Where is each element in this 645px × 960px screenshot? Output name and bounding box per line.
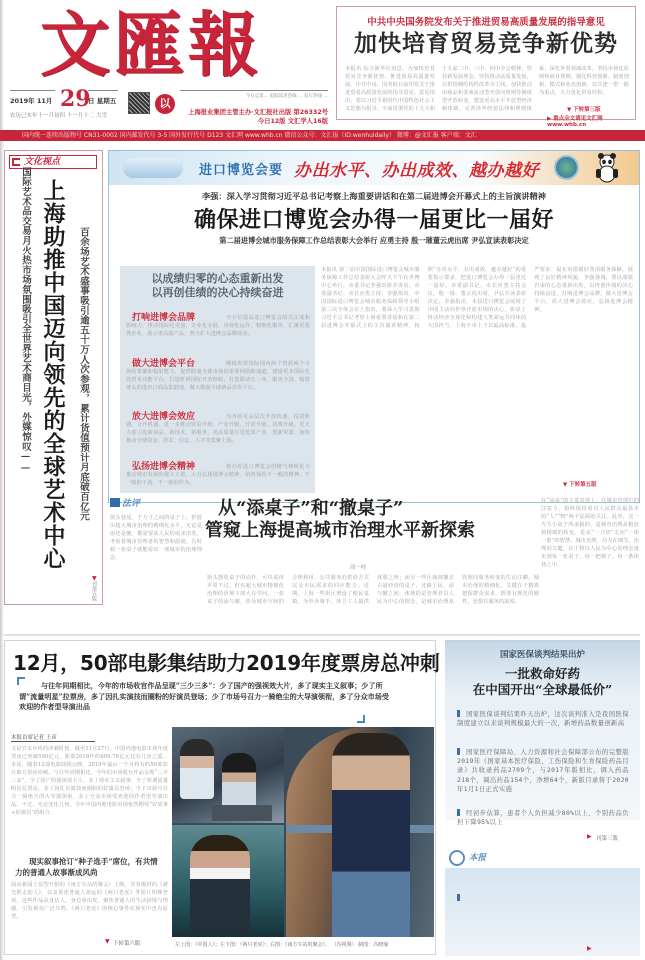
film-lead: 与往年同期相比，今年的市场收官作品呈现“三少三多”：少了国产的强视效大片，多了现实主义叙事；少了所谓“流量明星”拉票房，多了因扎实演技而圈粉的好演员登场；少了市场号召力一骑绝尘的大导演领衔，多了分众市场受欢迎的作者型导演出品 xyxy=(19,681,389,711)
divider xyxy=(88,90,118,91)
actor-figure xyxy=(180,739,214,799)
panel-item-body: 全方位提高进口博览会的关注度和影响力，推动国际化更强、专业化办展、市场化运作、精细化服务，汇聚更优秀企业，展示更高端产品，努力扩大进博会品牌效应。 xyxy=(126,315,310,337)
expo-banner-label: 进口博览会要 xyxy=(199,163,284,178)
new-area-banner xyxy=(445,848,640,868)
bullet-icon xyxy=(457,809,460,816)
culture-subhead: 国际艺术品交易月火热市场氛围吸引全世界艺术商目光，外媒惊叹—— xyxy=(20,167,31,474)
qr-code-icon[interactable] xyxy=(128,92,150,114)
expo-subhead: 第二届进博会城市服务保障工作总结表彰大会举行 应勇主持 殷一璀董云虎出席 尹弘宣读表彰决定 xyxy=(219,236,529,245)
issue-date: 2019年 11月 xyxy=(10,97,53,105)
panel-headline-line: 以再创佳绩的决心持续奋进 xyxy=(151,286,284,299)
medicine-paragraph-text: 经初步估算，患者个人负担减少80%以上，个别药品负担下降95%以上 xyxy=(457,810,629,827)
arrow-right-icon: ▶ xyxy=(587,833,592,840)
jump-link[interactable]: ▼ 下转第五版 xyxy=(563,482,597,488)
publication-info-bar: 国内统一连续出版物号 CN31-0002 国内邮发代号 3-5 国外发行代号 D123 文汇网 www.whb.cn 微信公众号：文汇报（ID:wenhuidaily） 微博：@文汇报 客户端：文汇 xyxy=(0,130,645,141)
film-stills-photo[interactable] xyxy=(172,727,434,937)
photo-caption: 左上图：《中国人》；左下图：《两只老虎》；右图：《南方车站的聚会》。 （均视频） 制图：冯晓瑜 xyxy=(175,942,389,948)
divider xyxy=(10,90,55,91)
jump-link[interactable]: 刊第五版 xyxy=(91,581,97,601)
top-story[interactable] xyxy=(336,6,636,128)
culture-subhead: 百余场艺术盛事吸引逾五十万人次参观，累计货值预计月底破百亿元 xyxy=(78,227,89,521)
commentary-body: 街头摆放桌子的动作，可以说再平常不过，但在超大城市精细化治理的语境下却大有学问。一张桌子的添与撤，涉及城市空间的合理利用、公共服务的供给方式以及市民需求的回应能力。近期，上海一些街区增设了便民桌椅，为外卖骑手、环卫工人提供休憩之所；而另一些区域则撤去占道经营的桌子，还路于民。添与撤之间，体现的是管理者以人民为中心的理念，是城市治理从管理向服务转变的生动注脚。城市治理的精细化，关键在于精准把握群众需求，既要有规范的刚性，也要有服务的温度。 xyxy=(207,575,539,605)
expo-headline[interactable]: 确保进口博览会办得一届更比一届好 xyxy=(193,208,554,233)
expo-slogan: 办出水平、办出成效、越办越好 xyxy=(294,161,539,181)
divider xyxy=(11,741,95,742)
column-tag-icon xyxy=(12,158,20,166)
medicine-headline[interactable]: 一批救命好药 xyxy=(504,666,580,681)
emblem-icon: 以 xyxy=(155,94,175,114)
new-area-story xyxy=(445,868,640,956)
medicine-paragraph xyxy=(457,710,629,728)
expo-article-body: 本报讯 第二届中国国际进口博览会城市服务保障工作总结表彰大会昨天下午在世博中心举行。市委书记李强出席并讲话，市委副书记、市长应勇主持。李强指出，中国国际进口博览会城市服务保障领导小组第三次全体会议上指出，要深入学习贯彻习近平总书记考察上海重要讲话和在第二届进博会开幕式上的主旨演讲精神，按照“办出水平、办出成效、越办越好”的重要指示要求，把进口博览会办得一届更比一届好。市委副书记、市长应勇主持会议，殷一璀、董云虎出席，尹弘宣读表彰决定。李强指出，本届进口博览会展现了中国主动向世界开放市场的决心，彰显了推动经济全球化和构建人类命运共同体的大国担当。上海全市上下以最高标准、最严要求、最实举措做好各项服务保障，展现了良好精神风貌。李强强调，要以成绩归零的心态重新出发，以再创佳绩的决心持续奋进，打响进博会品牌，做大进博会平台，放大进博会效应，弘扬进博会精神。 xyxy=(321,267,633,329)
issue-day: 29 xyxy=(60,86,91,112)
panel-item-title: 弘扬进博会精神 xyxy=(132,462,196,472)
bullet-icon xyxy=(457,748,460,755)
bullet-icon xyxy=(457,894,460,901)
commentary-author: 周一呼 xyxy=(350,565,367,571)
panel-item-title: 做大进博会平台 xyxy=(132,359,196,369)
jump-link[interactable]: 下转第六版 xyxy=(113,941,141,947)
top-story-kicker: 中共中央国务院发布关于推进贸易高质量发展的指导意见 xyxy=(367,17,605,28)
film-body: 面向新闻上原型开拍的《南方车站的聚会》上映，青春题材的《被光抓走的人》，以及讲述普通人命运的《两只老虎》等影片相继登场，这些作品从身边人、身边事出发，聚焦普通人的生活困境与情感，引发观众广泛共鸣。《两只老虎》的核心事件在现实中也有原型。 xyxy=(11,882,168,920)
byline: 本报首席记者 王彦 xyxy=(11,735,57,741)
medicine-paragraph-text: 国家医疗保障局、人力资源和社会保障部公布的完整版2019年《国家基本医疗保险、工伤保险和生育保险药品目录》共收录药品2709个，与2017年版相比，调入药品218个，调出药品154个，净增64个，新版目录将于2020年1月1日正式实施 xyxy=(457,749,629,793)
film-body: 又是岁末年终的冲刺时刻。截至11月27日，中国内地电影市场年度票房已突破590亿元，距离2018年的609.76亿元仅有几步之遥。本周，随着12部电影陆续公映，2019年最后一个月将有约50部影片助力票房冲刺。与往年同期相比，今年的市场收官作品呈现“三少三多”，少了国产的强视效大片，多了现实主义叙事；少了所谓流量明星拉票房，多了因扎实演技而圈粉的好演员登场；少了市场号召力一骑绝尘的大导演领衔，多了分众市场受欢迎的作者型导演出品。不过，无论变化几何，今年中国内地电影市场依然期待“好故事+好演员”的组合。 xyxy=(11,746,168,816)
medicine-paragraph-text: 国家医保谈判结果昨天出炉，这次谈判准入是我国医保制度建立以来谈判规模最大的一次，新增药品数量创新高 xyxy=(457,711,629,728)
photo-still-top-left xyxy=(172,727,284,823)
medicine-headline[interactable]: 在中国开出“全球最低价” xyxy=(472,682,613,697)
actor-figure xyxy=(190,835,250,935)
panel-item-title: 打响进博会品牌 xyxy=(132,313,196,323)
top-story-body: 本报讯 综合新华社消息，为加快培育贸易竞争新优势，推进贸易高质量发展，中共中央、国务院日前印发关于推进贸易高质量发展的指导意见。意见指出，要以习近平新时代中国特色社会主义思想为指导，全面贯彻党的十九大和十九届二中、三中、四中全会精神，坚持新发展理念，坚持推动高质量发展，以供给侧结构性改革为主线，加快推动由商品和要素流动型开放向规则等制度型开放转变，建设更高水平开放型经济新体制，完善涉外经贸法律和规则体系，深化外贸领域改革，坚持市场化原则和商业规则，强化科技创新、制度创新、模式和业态创新，以共建一带一路为重点，大力优化贸易结构。 xyxy=(345,66,629,112)
laptop-shape xyxy=(212,805,272,821)
expo-banner xyxy=(109,151,639,185)
web-link[interactable]: ▶ 重点全文请见文汇网 www.whb.cn xyxy=(547,116,603,128)
panel-headline-line: 以成绩归零的心态重新出发 xyxy=(151,272,284,285)
film-headline[interactable]: 12月，50部电影集结助力2019年度票房总冲刺 xyxy=(13,651,440,675)
expo-building-icon xyxy=(123,158,183,178)
new-area-tag: 本报 xyxy=(469,853,487,863)
commentary-tag xyxy=(110,496,150,510)
photo-still-bottom-left xyxy=(172,825,284,937)
panel-item-title: 放大进博会效应 xyxy=(132,412,196,422)
page-count: 今日12版 文汇学人16版 xyxy=(257,118,328,125)
ciie-logo-icon xyxy=(554,155,579,180)
photo-still-right xyxy=(286,727,434,937)
commentary-continued: 在“添桌”的主要表现上，在城市管理中的注意力，始终保持着对人民群众最基本的“人”“物”两个层面的关注。此外，这一方方小桌子所承载的，是城市治理从粗放到精细的转变，是从“一刀切”走向“一街一策”的智慧。城市治理，功夫在细节。治理的关键，在于将以人民为中心的理念落实到每一张桌子、每一把椅子、每一条街巷之中。 xyxy=(541,498,639,568)
bullet-icon xyxy=(457,710,460,717)
medicine-paragraph xyxy=(457,748,629,794)
panel-item-body: 为各国更高层次开放机遇、投资机遇、合作机遇，进一步推动贸易升级、产业升级、开放升级、消费升级，更大力度引进新展品、新技术、新服务，更高质量引进优质产业，创新资源，加快推动全球资金、技术、信息、人才等集聚上海。 xyxy=(126,414,310,444)
top-story-headline[interactable]: 加快培育贸易竞争新优势 xyxy=(354,30,618,57)
lunar-date: 农历己亥年十一月初四 十一月十二 大雪 xyxy=(10,113,107,119)
commentary-headline[interactable]: 管窥上海提高城市治理水平新探索 xyxy=(205,520,475,541)
column-tag-label: 文化视点 xyxy=(24,157,61,167)
newspaper-logo-icon xyxy=(449,850,465,866)
actor-figure xyxy=(332,733,410,937)
expo-key-points-panel xyxy=(120,266,315,493)
arrow-down-icon: ▼ xyxy=(92,575,97,582)
arrow-down-icon: ▼ xyxy=(105,938,110,945)
speech-bubble-icon xyxy=(110,498,120,507)
publisher-info: 上海报业集团主管主办·文汇报社出版 第26332号 xyxy=(188,109,328,116)
newspaper-title: 文匯報 xyxy=(40,3,262,86)
commentary-lead: 街头巷尾，于方寸之间的桌子上，折射出超大城市治理的精细化水平。无论是添还是撤，都需要从人民的需求出发，考验着城市管理者的智慧和温度。有时候一张桌子就能看出一座城市的治理理念。 xyxy=(110,515,202,561)
new-area-body xyxy=(457,894,631,903)
expo-kicker: 李强：深入学习贯彻习近平总书记考察上海重要讲话和在第二届进博会开幕式上的主旨演讲精神 xyxy=(202,191,546,201)
medicine-kicker: 国家医保谈判结果出炉 xyxy=(499,650,585,660)
section-divider xyxy=(4,634,640,636)
commentary-headline[interactable]: 从“添桌子”和“撤桌子” xyxy=(218,498,404,519)
arrow-right-icon: ▶ xyxy=(587,945,592,952)
expo-section xyxy=(108,150,640,503)
jump-link[interactable]: ▼ 下转第三版 xyxy=(567,107,601,113)
issue-weekday: 日 星期五 xyxy=(88,97,117,105)
medicine-paragraph xyxy=(457,809,629,827)
quote-close-icon xyxy=(357,715,365,723)
commentary-tag-label: 法评 xyxy=(122,499,141,509)
film-subhead: 现实叙事抢订“种子选手”席位，有共情力的普通人故事渐成风尚 xyxy=(15,857,158,877)
hotline-info: 今日总第… 追踪读者热线 … 发行热线 … xyxy=(245,94,328,99)
culture-column[interactable] xyxy=(4,150,103,605)
panel-item-body: 将办好进口博览会的精气神转化为推动城市发展的强大力量，大力弘扬进博会精神，始终保持不一般的精神、不一般的干劲、不一般的作为。 xyxy=(126,464,310,486)
divider xyxy=(180,90,328,91)
medicine-story xyxy=(445,640,640,827)
culture-headline[interactable]: 上海助推中国迈向领先的全球艺术中心 xyxy=(40,179,66,570)
film-story xyxy=(4,640,440,955)
panel-item-body: 继续发挥国际国内两个资源两个市场的集聚和辐射能力，提供联通全球市场的重要网络和通道，建设更多国际化的贸易功能平台，打造虹桥国际开放枢纽，打造联动长三角、服务全国、辐射亚太的进出口商品集散地，做大做强全球新品首发平台。 xyxy=(126,361,310,391)
panda-mascot-icon xyxy=(593,153,621,183)
jump-link[interactable]: 刊第三版 xyxy=(596,836,619,842)
panel-headline xyxy=(120,272,315,300)
actress-figure xyxy=(222,753,256,809)
